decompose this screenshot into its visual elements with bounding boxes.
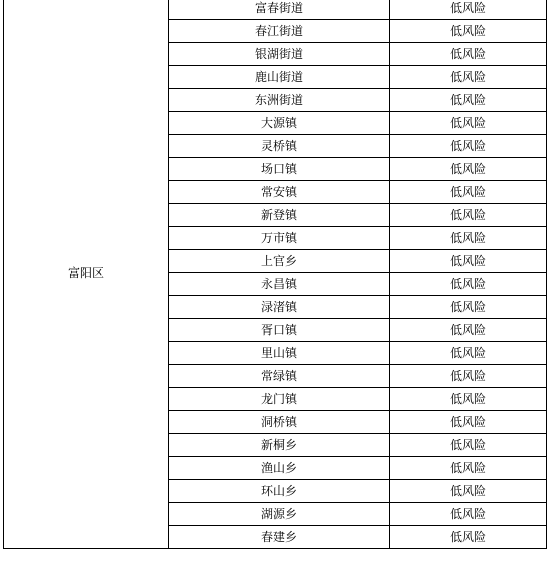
street-cell: 鹿山街道 [169,66,390,89]
risk-level-cell: 低风险 [390,342,547,365]
risk-level-cell: 低风险 [390,181,547,204]
street-cell: 东洲街道 [169,89,390,112]
risk-level-cell: 低风险 [390,112,547,135]
risk-level-cell: 低风险 [390,296,547,319]
street-cell: 湖源乡 [169,503,390,526]
street-cell: 常绿镇 [169,365,390,388]
district-cell: 富阳区 [4,0,169,549]
street-cell: 场口镇 [169,158,390,181]
street-cell: 永昌镇 [169,273,390,296]
risk-level-cell: 低风险 [390,434,547,457]
risk-level-table [3,0,547,549]
street-cell: 环山乡 [169,480,390,503]
street-cell: 春建乡 [169,526,390,549]
street-cell: 里山镇 [169,342,390,365]
street-cell: 渔山乡 [169,457,390,480]
street-cell: 龙门镇 [169,388,390,411]
risk-level-cell: 低风险 [390,526,547,549]
street-cell: 渌渚镇 [169,296,390,319]
street-cell: 灵桥镇 [169,135,390,158]
street-cell: 银湖街道 [169,43,390,66]
risk-level-cell: 低风险 [390,365,547,388]
risk-level-cell: 低风险 [390,227,547,250]
risk-level-cell: 低风险 [390,319,547,342]
risk-level-cell: 低风险 [390,20,547,43]
table-body [4,0,547,549]
risk-level-cell: 低风险 [390,388,547,411]
risk-level-cell: 低风险 [390,411,547,434]
risk-level-cell: 低风险 [390,204,547,227]
risk-level-cell: 低风险 [390,457,547,480]
risk-level-cell: 低风险 [390,250,547,273]
street-cell: 新登镇 [169,204,390,227]
street-cell: 万市镇 [169,227,390,250]
risk-level-cell: 低风险 [390,273,547,296]
risk-level-cell: 低风险 [390,503,547,526]
risk-level-cell: 低风险 [390,0,547,20]
street-cell: 上官乡 [169,250,390,273]
street-cell: 新桐乡 [169,434,390,457]
street-cell: 常安镇 [169,181,390,204]
risk-level-cell: 低风险 [390,480,547,503]
risk-level-cell: 低风险 [390,66,547,89]
street-cell: 胥口镇 [169,319,390,342]
risk-level-cell: 低风险 [390,43,547,66]
risk-level-cell: 低风险 [390,89,547,112]
street-cell: 洞桥镇 [169,411,390,434]
table-row [4,0,547,20]
street-cell: 春江街道 [169,20,390,43]
risk-level-cell: 低风险 [390,135,547,158]
street-cell: 大源镇 [169,112,390,135]
risk-level-cell: 低风险 [390,158,547,181]
street-cell: 富春街道 [169,0,390,20]
